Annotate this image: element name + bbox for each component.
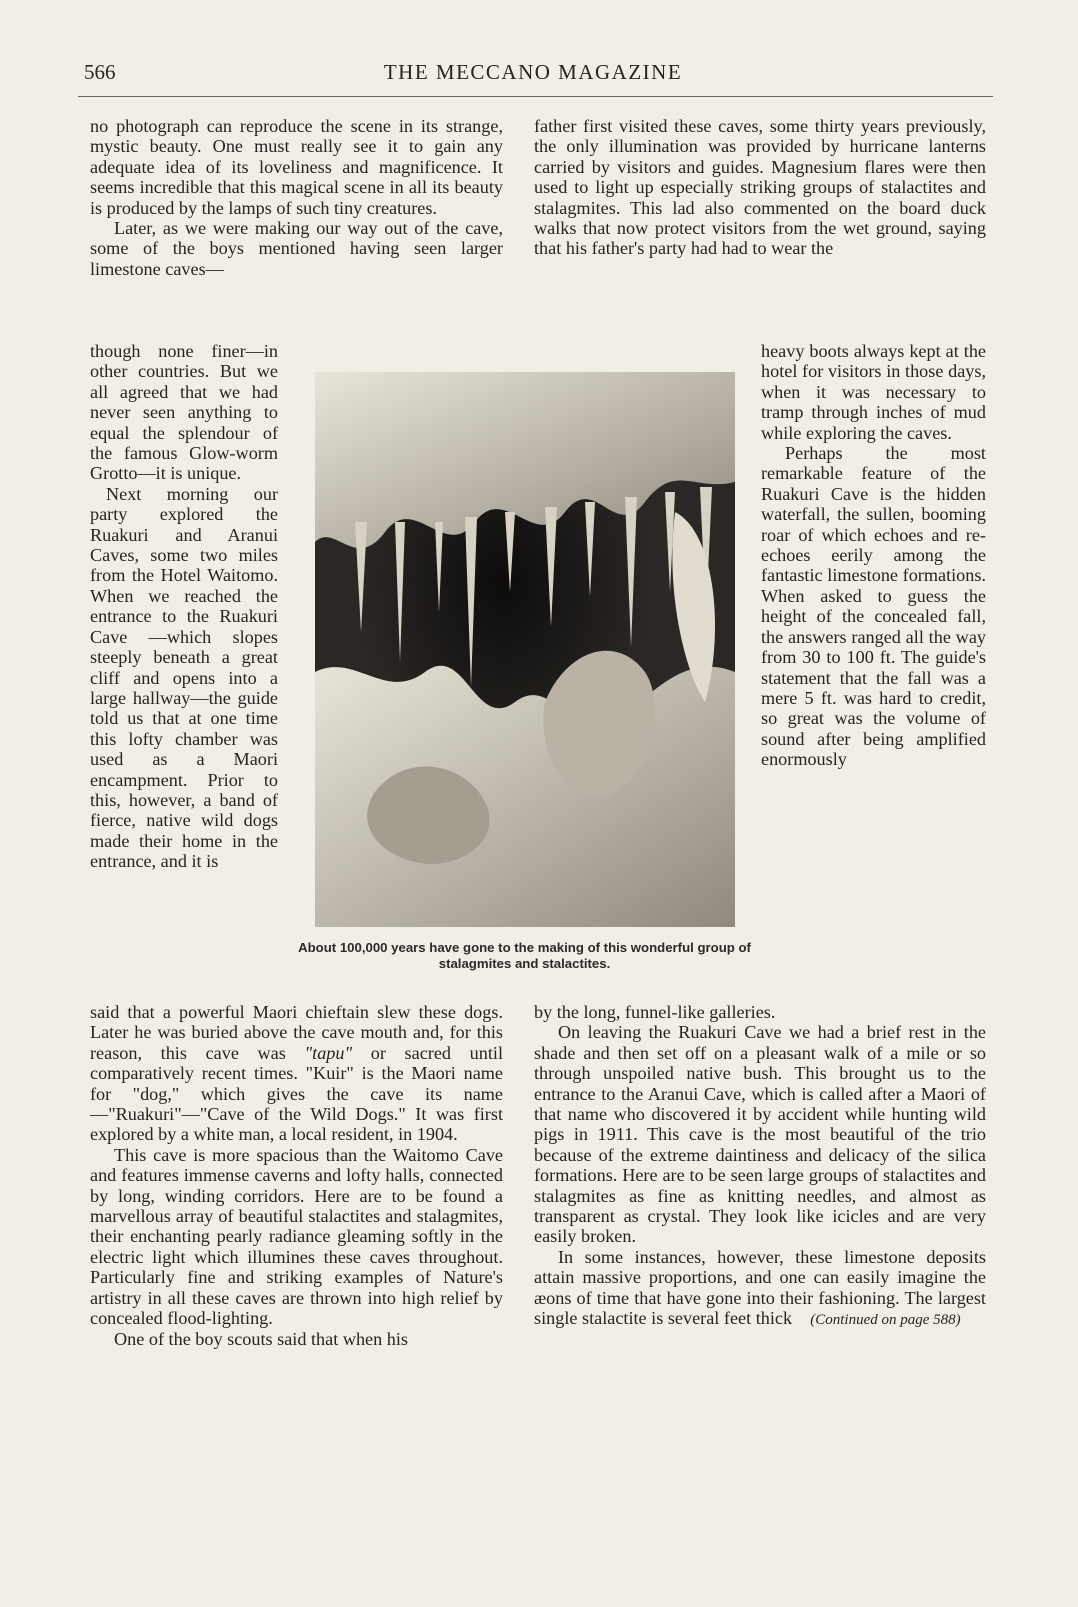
paragraph [90, 1002, 503, 1145]
paragraph: father first visited these caves, some thirty years previously, the only illumination was provided by hurricane lanterns carried by visitors and guides. Magnesium flares were then used to light up especially striking groups of stalactites and stalagmites. This lad also commented on the board duck walks that now protect visitors from the wet ground, saying that his father's party had had to wear the [534, 116, 986, 259]
paragraph: This cave is more spacious than the Waitomo Cave and features immense caverns and lofty halls, connected by long, winding corridors. Here are to be found a marvellous array of beautiful stalactites and stalagmites, their enchanting pearly radiance gleaming softly in the electric light which illumines these caves throughout. Particularly fine and striking examples of Nature's artistry in all these caves are thrown into high relief by concealed flood-lighting. [90, 1144, 503, 1329]
column-right-top [534, 116, 986, 259]
column-left-bottom [90, 1002, 503, 1349]
text: In some instances, however, these limestone deposits attain massive proportions, and one can easily imagine the æons of time that have gone into their fashioning. The largest single stalactite is several feet thick [534, 1246, 986, 1329]
header-rule [78, 96, 993, 97]
column-left-beside-photo [90, 341, 278, 872]
paragraph: heavy boots always kept at the hotel for visitors in those days, when it was necessary to tramp through inches of mud while exploring the caves. [761, 341, 986, 443]
paragraph [534, 1247, 986, 1331]
continued-note: (Continued on page 588) [810, 1312, 961, 1329]
paragraph: no photograph can reproduce the scene in its strange, mystic beauty. One must really see it to gain any adequate idea of its loveliness and magnificence. It seems incredible that this magical scene in all its beauty is produced by the lamps of such tiny creatures. [90, 116, 503, 218]
paragraph: On leaving the Ruakuri Cave we had a brief rest in the shade and then set off on a pleasant walk of a mile or so through unspoiled native bush. This brought us to the entrance to the Aranui Cave, which is called after a Maori of that name who discovered it by accident while hunting wild pigs in 1911. This cave is the most beautiful of the trio because of the extreme daintiness and delicacy of the silica formations. Here are to be seen large groups of stalactites and stalagmites as fine as knitting needles, and almost as transparent as crystal. They look like icicles and are very easily broken. [534, 1022, 986, 1247]
text: said that a powerful Maori chieftain slew these dogs. Later he was buried above the cave mouth and, for this reason, this cave was [90, 1002, 503, 1063]
page-header [78, 58, 988, 94]
column-right-bottom [534, 1002, 986, 1331]
paragraph: Later, as we were making our way out of the cave, some of the boys mentioned having seen larger limestone caves— [90, 218, 503, 279]
magazine-title: THE MECCANO MAGAZINE [383, 60, 683, 84]
page-number: 566 [84, 60, 116, 84]
cave-photo [315, 372, 735, 927]
column-right-beside-photo [761, 341, 986, 770]
italic-term: "tapu" [304, 1042, 353, 1063]
paragraph: Next morning our party explored the Ruakuri and Aranui Caves, some two miles from the Hotel Waitomo. When we reached the entrance to the Ruakuri Cave —which slopes steeply beneath a great cliff and opens into a large hallway—the guide told us that at one time this lofty chamber was used as a Maori encampment. Prior to this, however, a band of fierce, native wild dogs made their home in the entrance, and it is [90, 483, 278, 872]
paragraph: One of the boy scouts said that when his [114, 1328, 408, 1349]
column-left-top [90, 116, 503, 279]
paragraph: though none finer—in other countries. But we all agreed that we had never seen anything to equal the splendour of the famous Glow-worm Grotto—it is unique. [90, 341, 278, 484]
photo-caption: About 100,000 years have gone to the making of this wonderful group of stalagmites and stalactites. [298, 940, 751, 971]
paragraph: Perhaps the most remarkable feature of the Ruakuri Cave is the hidden waterfall, the sullen, booming roar of which echoes and re-echoes eerily among the fantastic limestone formations. When asked to guess the height of the concealed fall, the answers ranged all the way from 30 to 100 ft. The guide's statement that the fall was a mere 5 ft. was hard to credit, so great was the volume of sound after being amplified enormously [761, 443, 986, 770]
paragraph: by the long, funnel-like galleries. [534, 1002, 776, 1022]
text: or sacred until comparatively recent times. "Kuir" is the Maori name for "dog," which gives the cave its name—"Ruakuri"—"Cave of the Wild Dogs." It was first explored by a white man, a local resident, in 1904. [90, 1042, 504, 1145]
stalactite-image [315, 372, 735, 927]
